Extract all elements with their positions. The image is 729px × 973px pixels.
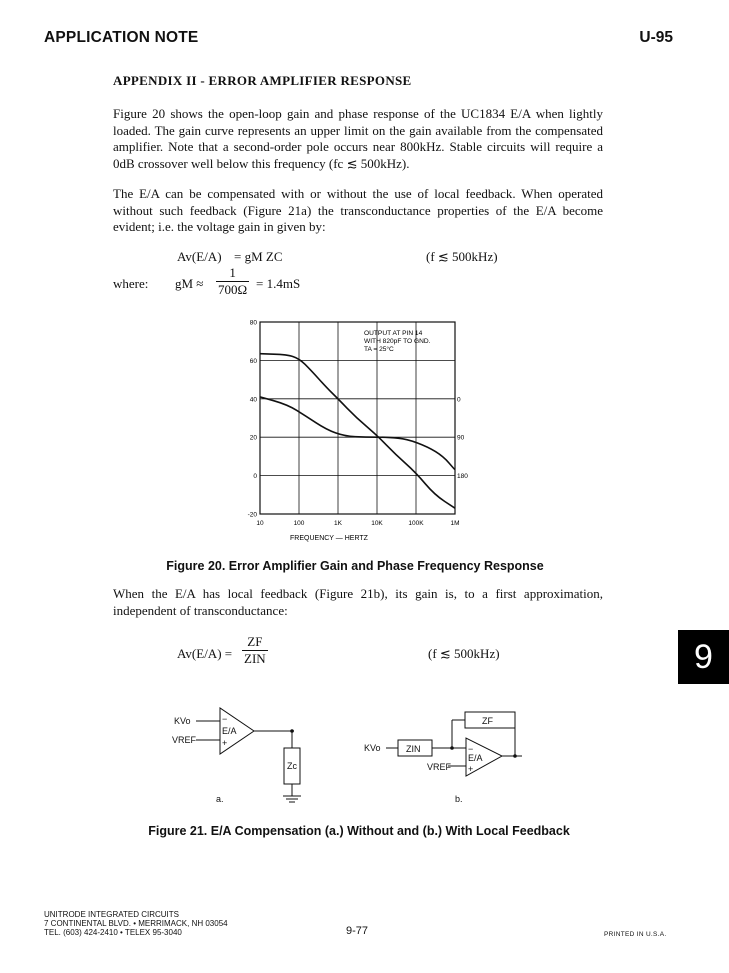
y-tick-label: 0 xyxy=(253,473,257,481)
zin-label: ZIN xyxy=(406,744,421,754)
x-tick-label: 10K xyxy=(371,520,383,527)
eq1-denominator: 700Ω xyxy=(218,282,248,297)
fig21a-label: a. xyxy=(216,794,224,804)
eq1-gm: gM ≈ xyxy=(175,276,204,291)
printed-note: PRINTED IN U.S.A. xyxy=(604,931,667,938)
chart-ticks xyxy=(248,320,469,528)
section-tab: 9 xyxy=(678,630,729,684)
y-tick-label: 40 xyxy=(249,396,257,404)
x-tick-label: 100 xyxy=(293,520,305,527)
a-kvo-label: KVo xyxy=(174,716,191,726)
page-number: 9-77 xyxy=(346,925,369,937)
fig20-chart xyxy=(220,310,500,545)
x-tick-label: 1K xyxy=(334,520,342,527)
zf-label: ZF xyxy=(482,716,493,726)
eq1-lhs: Av(E/A) xyxy=(177,249,222,264)
paragraph-2: The E/A can be compensated with or without the use of local feedback. When operated without such feedback (Figure 21a) the transconductance properties of the E/A become evident; i.e. the voltage gain in given by: xyxy=(113,186,603,234)
eq2-lhs: Av(E/A) = xyxy=(177,646,233,661)
footer-line-3: TEL. (603) 424-2410 • TELEX 95-3040 xyxy=(44,928,182,937)
x-tick-label: 1M xyxy=(450,520,460,527)
y-tick-label: 80 xyxy=(249,319,257,327)
eq2-condition: (f ≲ 500kHz) xyxy=(428,646,500,661)
b-minus-sign: − xyxy=(468,744,474,754)
footer-line-2: 7 CONTINENTAL BLVD. • MERRIMACK, NH 03054 xyxy=(44,919,228,928)
a-minus-sign: − xyxy=(222,714,228,724)
x-tick-label: 100K xyxy=(408,520,424,527)
eq2-fraction xyxy=(242,634,268,667)
chart-annotation-1: OUTPUT AT PIN 14 xyxy=(364,330,423,337)
eq1-rhs: = gM ZC xyxy=(234,249,283,264)
paragraph-3: When the E/A has local feedback (Figure 21b), its gain is, to a first approximation, independent of transconductance: xyxy=(113,586,603,618)
a-vref-label: VREF xyxy=(172,735,197,745)
zc-label: Zc xyxy=(287,761,297,771)
appendix-title: APPENDIX II - ERROR AMPLIFIER RESPONSE xyxy=(113,73,412,88)
footer-line-1: UNITRODE INTEGRATED CIRCUITS xyxy=(44,910,179,919)
a-ea-label: E/A xyxy=(222,726,237,736)
footer-address xyxy=(44,910,228,937)
fig21-schematics xyxy=(150,690,550,815)
chart-xlabel: FREQUENCY — HERTZ xyxy=(290,535,368,542)
b-ea-label: E/A xyxy=(468,753,483,763)
eq1-fraction xyxy=(216,265,249,298)
eq2-denominator: ZIN xyxy=(244,651,266,666)
header-doc-number: U-95 xyxy=(639,29,673,46)
b-plus-sign: + xyxy=(468,764,474,774)
paragraph-1: Figure 20 shows the open-loop gain and phase response of the UC1834 E/A when lightly loaded. The gain curve represents an upper limit on the gain available from the compensated amplifier. Note that a second-order pole occurs near 800kHz. Stable circuits will require a 0dB crossover well below this frequency (fc ≲ 500kHz). xyxy=(113,106,603,171)
y-tick-label: 20 xyxy=(249,434,257,442)
a-plus-sign: + xyxy=(222,738,228,748)
phase-curve xyxy=(260,397,455,470)
header-title: APPLICATION NOTE xyxy=(44,29,199,46)
chart-series xyxy=(260,354,455,509)
eq1-condition: (f ≲ 500kHz) xyxy=(426,249,498,264)
b-kvo-label: KVo xyxy=(364,743,381,753)
eq2-numerator: ZF xyxy=(242,634,268,651)
fig20-caption: Figure 20. Error Amplifier Gain and Phase Frequency Response xyxy=(166,559,544,573)
fig21b-label: b. xyxy=(455,794,463,804)
gain-curve xyxy=(260,354,455,509)
y2-tick-label: 90 xyxy=(457,434,465,442)
y-tick-label: 60 xyxy=(249,357,257,365)
eq1-where: where: xyxy=(113,276,149,291)
eq1-result: = 1.4mS xyxy=(256,276,301,291)
chart-annotation-3: TA = 25°C xyxy=(364,346,394,353)
fig21-caption: Figure 21. E/A Compensation (a.) Without and (b.) With Local Feedback xyxy=(148,824,570,838)
b-vref-label: VREF xyxy=(427,762,452,772)
y2-tick-label: 0 xyxy=(457,396,461,404)
y2-tick-label: 180 xyxy=(457,473,468,481)
y-tick-label: -20 xyxy=(247,511,257,519)
chart-annotation-2: WITH 820pF TO GND. xyxy=(364,338,431,345)
x-tick-label: 10 xyxy=(256,520,264,527)
eq1-numerator: 1 xyxy=(216,265,249,282)
